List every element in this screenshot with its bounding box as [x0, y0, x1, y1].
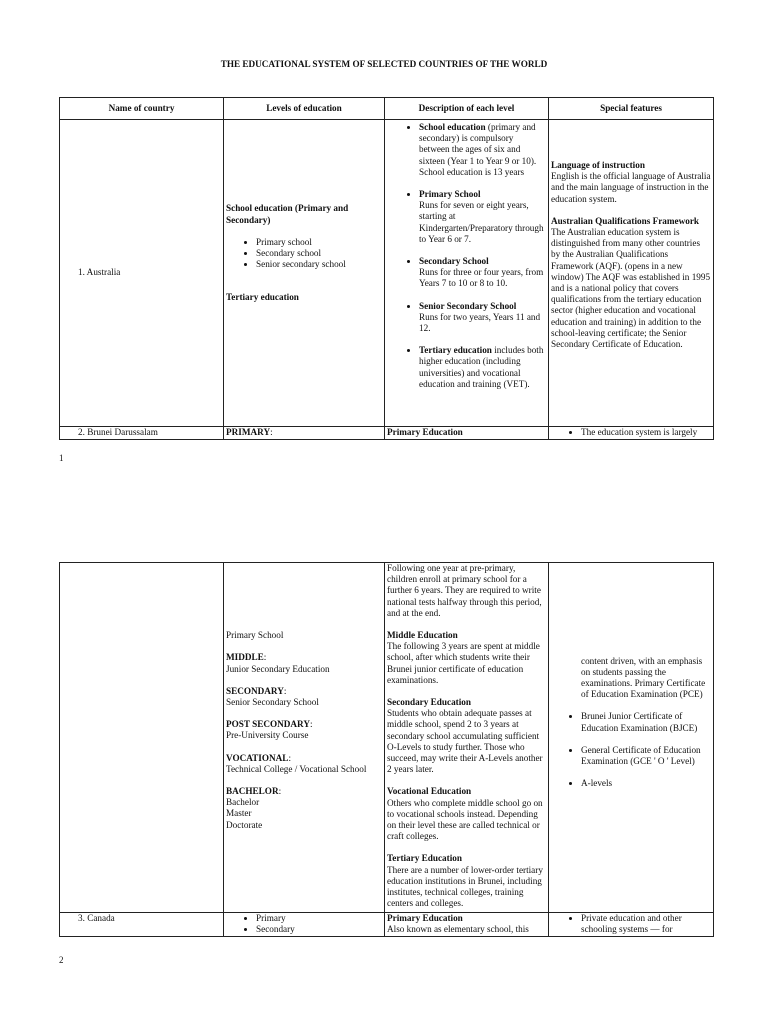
desc-text: Students who obtain adequate passes at middle school, spend 2 to 3 years at secondary school accumulating sufficient O-Levels to study further. Those who succeed, may write their A-Levels another 2 years later. — [387, 708, 543, 775]
description-canada: Primary Education Also known as elementary school, this — [385, 913, 549, 937]
header-description: Description of each level — [385, 98, 549, 120]
desc-text: The following 3 years are spent at middle school, after which students write their Brunei junior certificate of education examinations. — [387, 641, 540, 685]
levels-australia — [224, 120, 385, 427]
country-canada: 3. Canada — [60, 913, 224, 937]
header-features: Special features — [549, 98, 714, 120]
feature-item: • General Certificate of Education Examination (GCE ' O ' Level) — [581, 745, 711, 767]
level-item: • Primary school — [256, 237, 382, 248]
table-header-row — [60, 98, 714, 120]
features-canada: • Private education and other schooling systems — for — [549, 913, 714, 937]
features-brunei-continued — [549, 563, 714, 913]
level-item: • Secondary — [256, 924, 382, 935]
feature-text: The Australian education system is distinguished from many other countries by the Australian Qualifications Framework (AQF). (opens in a new window) The AQF was established in 1995 and is a national policy that covers qualifications from the tertiary education sector (higher education and vocational education and training) in addition to the school-leaving certificate; the Senior Secondary Certificate of Education. — [551, 227, 711, 350]
level-vocational: VOCATIONAL: — [226, 752, 291, 763]
levels-list — [226, 237, 382, 271]
levels-brunei-continued: Primary School MIDDLE: Junior Secondary Education SECONDARY: Senior Secondary School POST SECONDARY: Pre-University Course VOCATIONAL: Technical College / Vocational School BACHELOR: Bachelor Master Doctorate — [224, 563, 385, 913]
desc-heading: Middle Education — [387, 630, 458, 641]
education-table-page2 — [59, 562, 714, 937]
level-bachelor: BACHELOR: — [226, 786, 282, 796]
features-australia — [549, 120, 714, 427]
table-row-australia — [60, 120, 714, 427]
document-title: THE EDUCATIONAL SYSTEM OF SELECTED COUNTRIES OF THE WORLD — [220, 59, 548, 69]
level-post-secondary: POST SECONDARY: — [226, 719, 313, 730]
desc-item: • Tertiary education includes both higher education (including universities) and vocational education and training (VET). — [419, 345, 546, 390]
level-item: • Senior secondary school — [256, 259, 382, 270]
level-middle: MIDDLE: — [226, 652, 267, 663]
feature-heading: Language of instruction — [551, 160, 645, 170]
page-number: 2 — [59, 955, 64, 965]
levels-canada — [224, 913, 385, 937]
header-levels: Levels of education — [224, 98, 385, 120]
desc-intro: Following one year at pre-primary, children enroll at primary school for a further 6 years. They are required to write national tests halfway through this period, and at the end. — [387, 563, 542, 618]
levels-heading: School education (Primary and Secondary) — [226, 203, 349, 225]
description-brunei-continued — [385, 563, 549, 913]
features-intro: content driven, with an emphasis on students passing the examinations. Primary Certificate of Education Examination (PCE) — [581, 655, 706, 700]
level-primary: Primary School — [226, 630, 284, 641]
desc-heading: Tertiary Education — [387, 853, 462, 864]
desc-item: • School education (primary and secondary) is compulsory between the ages of six and sixteen (Year 1 to Year 9 or 10). School education is 13 years — [419, 122, 546, 178]
country-brunei: 2. Brunei Darussalam — [60, 427, 224, 440]
levels-brunei: PRIMARY: — [224, 427, 385, 440]
description-australia — [385, 120, 549, 427]
desc-text: There are a number of lower-order tertiary education institutions in Brunei, including institutes, technical colleges, training centers and colleges. — [387, 864, 543, 909]
level-item: • Secondary school — [256, 248, 382, 259]
education-table-page1 — [59, 97, 714, 440]
country-brunei-continued — [60, 563, 224, 913]
desc-heading: Vocational Education — [387, 786, 472, 797]
level-item: • Primary — [256, 913, 382, 924]
level-secondary: SECONDARY: — [226, 685, 287, 696]
description-brunei: Primary Education — [385, 427, 549, 440]
table-row-brunei-continued — [60, 563, 714, 913]
tertiary-heading: Tertiary education — [226, 292, 299, 303]
table-row-canada — [60, 913, 714, 937]
table-row-brunei — [60, 427, 714, 440]
desc-text: Others who complete middle school go on to vocational schools instead. Depending on their level these are called technical or craft colleges. — [387, 797, 543, 842]
header-country: Name of country — [60, 98, 224, 120]
desc-heading: Secondary Education — [387, 697, 471, 708]
country-australia: 1. Australia — [60, 120, 224, 427]
feature-heading: Australian Qualifications Framework — [551, 215, 700, 226]
feature-item: • A-levels — [581, 778, 711, 789]
desc-item: • Secondary School Runs for three or four years, from Years 7 to 10 or 8 to 10. — [419, 256, 546, 290]
feature-item: • Brunei Junior Certificate of Education Examination (BJCE) — [581, 711, 711, 733]
features-brunei: • The education system is largely — [549, 427, 714, 440]
desc-item: • Senior Secondary School Runs for two years, Years 11 and 12. — [419, 301, 546, 335]
page-number: 1 — [59, 453, 64, 463]
feature-text: English is the official language of Australia and the main language of instruction in the education system. — [551, 171, 711, 204]
desc-item: • Primary School Runs for seven or eight years, starting at Kindergarten/Preparatory through to Year 6 or 7. — [419, 189, 546, 245]
